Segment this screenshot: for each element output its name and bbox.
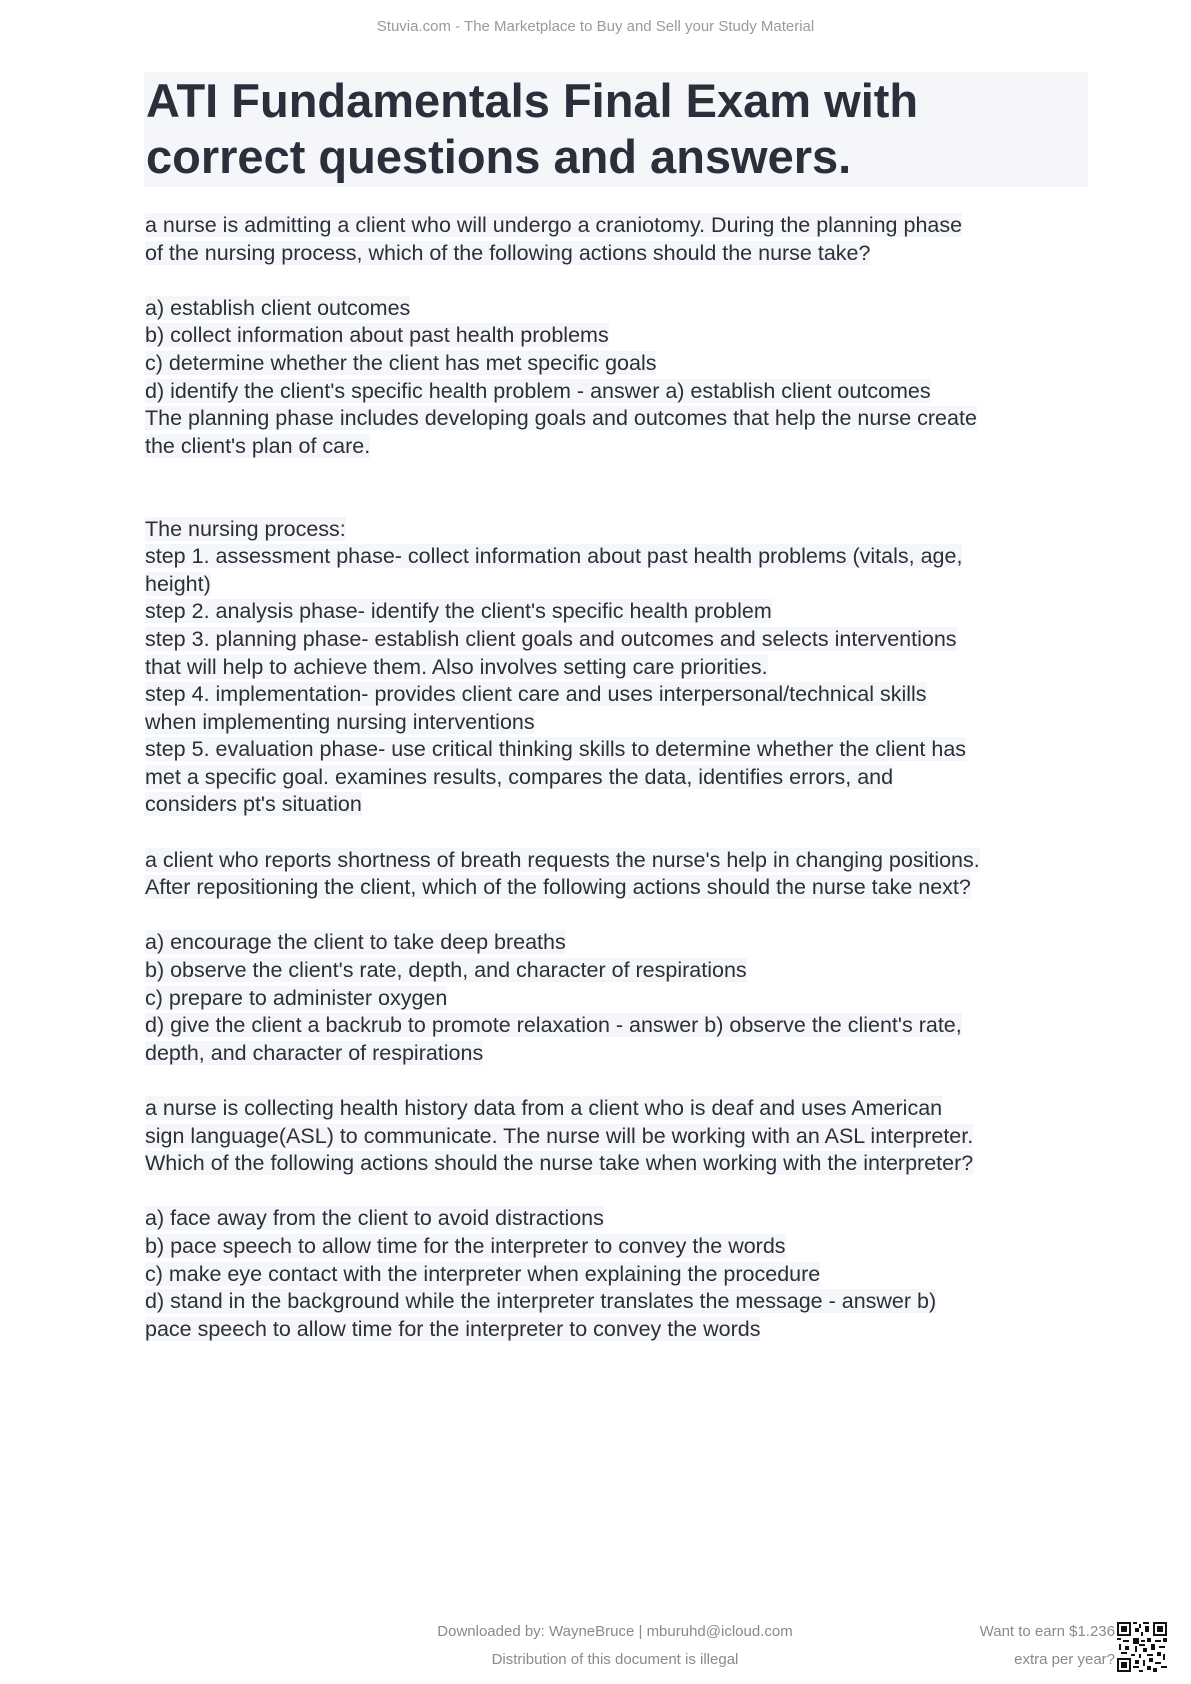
- question-1-option-b: b) collect information about past health problems: [145, 323, 609, 348]
- nursing-process-step: height): [145, 571, 211, 596]
- nursing-process-heading: The nursing process:: [145, 516, 346, 541]
- question-2-line: After repositioning the client, which of the following actions should the nurse take next?: [145, 875, 971, 900]
- question-1-option-d: d) identify the client's specific health problem - answer a) establish client outcomes: [145, 378, 931, 403]
- earn-promo-line: Want to earn $1.236: [979, 1623, 1115, 1640]
- footer-download-info: [395, 1618, 835, 1674]
- question-2-option-d: d) give the client a backrub to promote relaxation - answer b) observe the client's rate,: [145, 1013, 962, 1038]
- nursing-process-step: met a specific goal. examines results, compares the data, identifies errors, and: [145, 764, 894, 789]
- earn-promo[interactable]: [940, 1618, 1115, 1674]
- question-3-line: sign language(ASL) to communicate. The nurse will be working with an ASL interpreter.: [145, 1123, 974, 1148]
- document-body: [145, 212, 1090, 1343]
- nursing-process-step: considers pt's situation: [145, 792, 362, 817]
- document-title: [144, 72, 1088, 187]
- nursing-process-step: step 5. evaluation phase- use critical thinking skills to determine whether the client has: [145, 737, 967, 762]
- question-1-option-a: a) establish client outcomes: [145, 295, 411, 320]
- question-3-line: a nurse is collecting health history data from a client who is deaf and uses American: [145, 1096, 943, 1120]
- earn-promo-line: extra per year?: [1014, 1651, 1115, 1668]
- question-3-option-d: pace speech to allow time for the interpreter to convey the words: [145, 1316, 761, 1341]
- nursing-process-step: that will help to achieve them. Also involves setting care priorities.: [145, 654, 768, 679]
- question-1-option-c: c) determine whether the client has met specific goals: [145, 350, 657, 375]
- question-3-option-a: a) face away from the client to avoid distractions: [145, 1206, 604, 1231]
- nursing-process-step: step 3. planning phase- establish client goals and outcomes and selects interventions: [145, 626, 957, 651]
- nursing-process-step: step 4. implementation- provides client care and uses interpersonal/technical skills: [145, 682, 927, 707]
- question-1-line: of the nursing process, which of the following actions should the nurse take?: [145, 240, 871, 265]
- distribution-notice: Distribution of this document is illegal: [491, 1651, 739, 1668]
- question-1-line: a nurse is admitting a client who will undergo a craniotomy. During the planning phase: [145, 213, 963, 237]
- question-1-explanation: the client's plan of care.: [145, 433, 371, 458]
- page-header: Stuvia.com - The Marketplace to Buy and Sell your Study Material: [376, 18, 815, 35]
- question-3-option-b: b) pace speech to allow time for the interpreter to convey the words: [145, 1233, 786, 1258]
- question-2-option-b: b) observe the client's rate, depth, and character of respirations: [145, 958, 747, 983]
- downloaded-by-text: Downloaded by: WayneBruce | mburuhd@icloud.com: [437, 1623, 793, 1640]
- qr-code-icon[interactable]: [1117, 1622, 1167, 1672]
- question-3-line: Which of the following actions should the nurse take when working with the interpreter?: [145, 1151, 974, 1176]
- question-3-option-d: d) stand in the background while the interpreter translates the message - answer b): [145, 1289, 937, 1314]
- question-2-option-d: depth, and character of respirations: [145, 1040, 484, 1065]
- title-line: correct questions and answers.: [146, 130, 852, 183]
- question-2-line: a client who reports shortness of breath requests the nurse's help in changing positions.: [145, 847, 980, 872]
- nursing-process-step: when implementing nursing interventions: [145, 709, 535, 734]
- title-line: ATI Fundamentals Final Exam with: [146, 74, 919, 127]
- question-3-option-c: c) make eye contact with the interpreter when explaining the procedure: [145, 1261, 821, 1286]
- question-2-option-a: a) encourage the client to take deep breaths: [145, 930, 566, 955]
- question-1-explanation: The planning phase includes developing goals and outcomes that help the nurse create: [145, 406, 977, 431]
- nursing-process-step: step 2. analysis phase- identify the client's specific health problem: [145, 599, 772, 624]
- question-2-option-c: c) prepare to administer oxygen: [145, 985, 448, 1010]
- nursing-process-step: step 1. assessment phase- collect information about past health problems (vitals, age,: [145, 544, 963, 569]
